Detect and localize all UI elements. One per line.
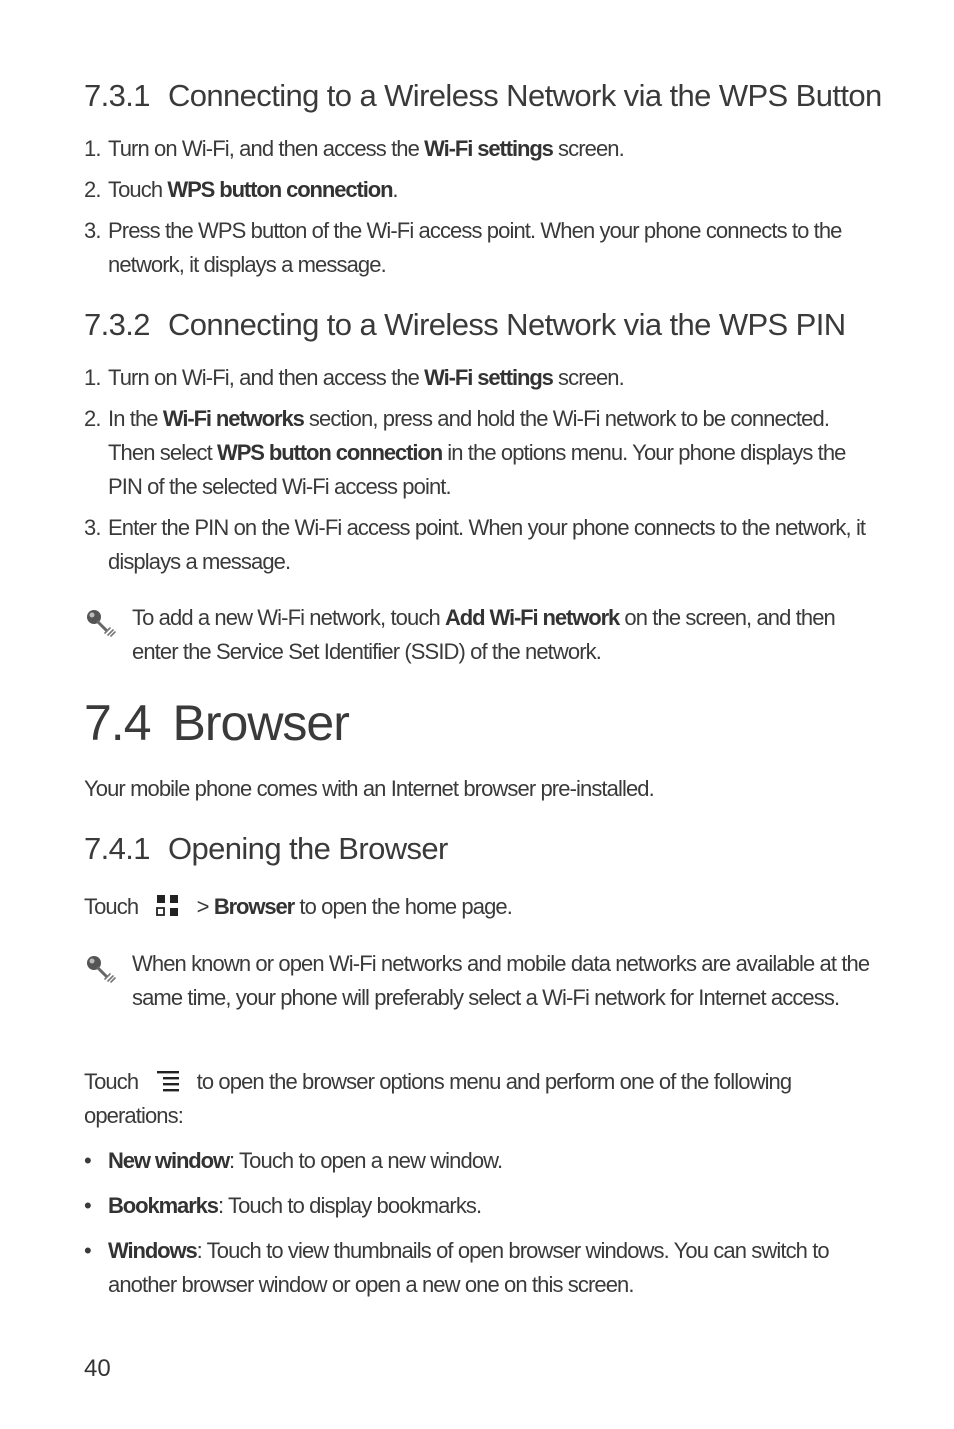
page-number: 40 [84, 1355, 111, 1382]
ui-term: New window [108, 1148, 230, 1173]
section-title: Opening the Browser [167, 831, 448, 866]
note-tip-icon [84, 607, 118, 637]
ui-term: WPS button connection [217, 440, 443, 465]
step-text: Turn on Wi-Fi, and then access the [108, 365, 425, 390]
step-1 [84, 361, 874, 395]
ui-term: Wi-Fi networks [162, 406, 304, 431]
section-title: Browser [172, 695, 349, 751]
step-text: section, press and hold the Wi-Fi network to be connected. Then select [108, 406, 830, 465]
step-text: screen. [552, 136, 624, 161]
note-wifi-preference [84, 947, 874, 1015]
step-text: Turn on Wi-Fi, and then access the [108, 136, 425, 161]
instruction-text: Touch [84, 894, 139, 919]
section-heading-7-3-1 [84, 78, 882, 114]
note-text: When known or open Wi-Fi networks and mobile data networks are available at the same time, your phone will preferably select a Wi-Fi network for Internet access. [132, 951, 870, 1010]
ui-term: WPS button connection [167, 177, 393, 202]
bullet-text: : Touch to open a new window. [229, 1148, 503, 1173]
bullet-text: : Touch to display bookmarks. [217, 1193, 482, 1218]
step-2 [84, 173, 874, 207]
step-text: in the options menu. Your phone displays the PIN of the selected Wi-Fi access point. [108, 440, 846, 499]
instruction-text: to open the home page. [294, 894, 512, 919]
section-number: 7.4 [84, 695, 151, 751]
instruction-text: to open the browser options menu and perform one of the following operations: [84, 1069, 792, 1128]
ui-term: Wi-Fi settings [424, 365, 553, 390]
section-title: Connecting to a Wireless Network via the WPS PIN [167, 307, 846, 342]
apps-grid-icon [155, 894, 181, 918]
step-number: 3. [84, 218, 101, 243]
step-text: Enter the PIN on the Wi-Fi access point. When your phone connects to the network, it displays a message. [108, 515, 866, 574]
browser-intro: Your mobile phone comes with an Internet browser pre-installed. [84, 776, 654, 801]
ui-term: Browser [213, 894, 295, 919]
ui-term: Bookmarks [108, 1193, 218, 1218]
section-number: 7.4.1 [84, 831, 150, 866]
step-text: In the [108, 406, 163, 431]
ui-term: Add Wi-Fi network [445, 605, 620, 630]
note-text: on the screen, and then enter the Service Set Identifier (SSID) of the network. [132, 605, 835, 664]
step-2 [84, 402, 874, 504]
bullet-windows [84, 1234, 874, 1302]
step-number: 3. [84, 515, 101, 540]
note-add-wifi [84, 601, 874, 669]
section-heading-7-3-2 [84, 307, 846, 343]
menu-icon [155, 1069, 183, 1093]
ui-term: Windows [108, 1238, 197, 1263]
step-number: 1. [84, 136, 101, 161]
chapter-heading-7-4 [84, 694, 349, 752]
section-number: 7.3.2 [84, 307, 150, 342]
step-text: . [392, 177, 398, 202]
section-heading-7-4-1 [84, 831, 448, 867]
step-3 [84, 214, 874, 282]
step-number: 1. [84, 365, 101, 390]
step-number: 2. [84, 177, 101, 202]
bullet-text: : Touch to view thumbnails of open browser windows. You can switch to another browser window or open a new one on this screen. [108, 1238, 829, 1297]
note-tip-icon [84, 953, 118, 983]
bullet-new-window [84, 1144, 874, 1178]
step-text: Press the WPS button of the Wi-Fi access point. When your phone connects to the network, it displays a message. [108, 218, 842, 277]
ui-term: Wi-Fi settings [424, 136, 553, 161]
instruction-text: > [191, 894, 214, 919]
bullet-marker: • [84, 1148, 91, 1173]
step-text: screen. [552, 365, 624, 390]
bullet-marker: • [84, 1193, 91, 1218]
bullet-marker: • [84, 1238, 91, 1263]
instruction-text: Touch [84, 1069, 139, 1094]
section-title: Connecting to a Wireless Network via the WPS Button [167, 78, 882, 113]
section-number: 7.3.1 [84, 78, 150, 113]
step-1 [84, 132, 874, 166]
bullet-bookmarks [84, 1189, 874, 1223]
step-number: 2. [84, 406, 101, 431]
step-text: Touch [108, 177, 168, 202]
note-text: To add a new Wi-Fi network, touch [132, 605, 445, 630]
options-menu-instruction [84, 1065, 874, 1133]
open-browser-instruction [84, 890, 874, 924]
step-3 [84, 511, 874, 579]
